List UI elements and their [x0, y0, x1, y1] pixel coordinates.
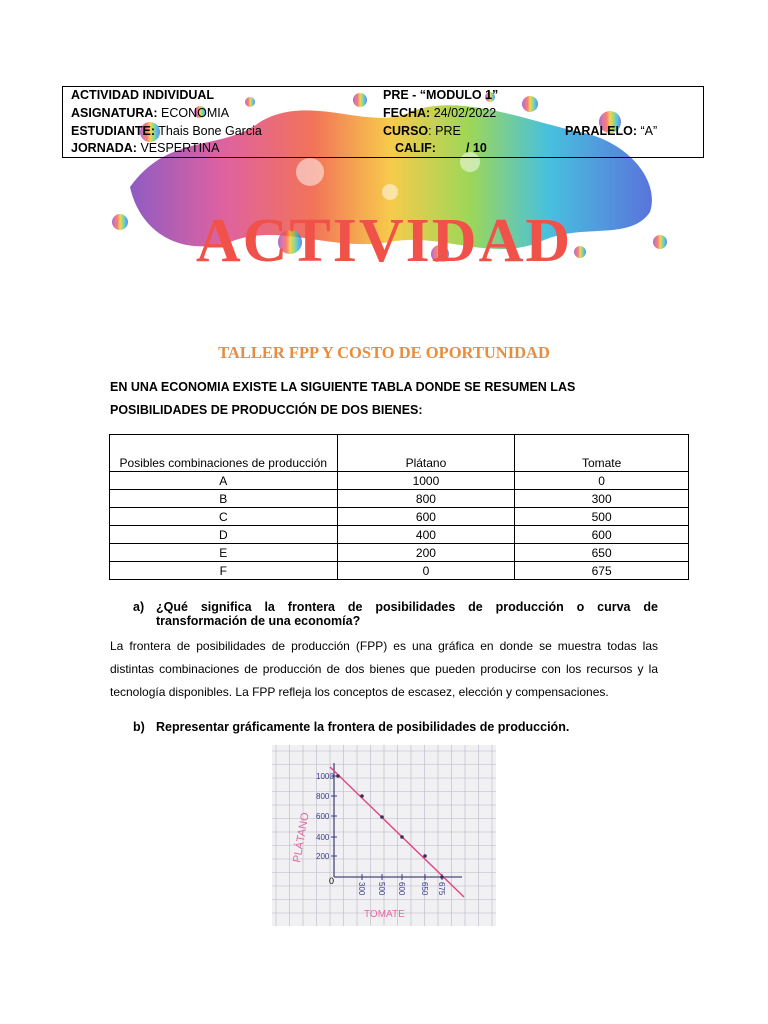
- y-tick-label: 1000: [316, 772, 334, 781]
- table-row: [110, 562, 689, 580]
- production-table: [109, 434, 689, 580]
- calif-field: CALIF: / 10: [395, 141, 487, 155]
- fpp-point: [360, 794, 364, 798]
- cell-combination: A: [110, 472, 338, 490]
- cell-tomate: 650: [515, 544, 689, 562]
- header-platano: Plátano: [337, 435, 515, 472]
- cell-platano: 0: [337, 562, 515, 580]
- y-tick-label: 200: [316, 852, 330, 861]
- worksheet-subtitle: TALLER FPP Y COSTO DE OPORTUNIDAD: [218, 343, 550, 362]
- question-b-text: Representar gráficamente la frontera de posibilidades de producción.: [156, 720, 570, 734]
- header-info-box: [62, 86, 704, 158]
- answer-a-paragraph: La frontera de posibilidades de producción (FPP) es una gráfica en donde se muestra todas las distintas combinaciones de producción de dos bienes que pueden producirse con los recursos y la tecnología disponibles. La FPP refleja los conceptos de escasez, elección y compensaciones.: [110, 639, 658, 699]
- table-row: [110, 508, 689, 526]
- y-tick-label: 600: [316, 812, 330, 821]
- cell-combination: B: [110, 490, 338, 508]
- fpp-point: [400, 835, 404, 839]
- header-combinations: Posibles combinaciones de producción: [110, 435, 338, 472]
- x-tick-label: 500: [377, 882, 386, 896]
- cell-platano: 200: [337, 544, 515, 562]
- fpp-point: [336, 774, 340, 778]
- hand-drawn-graph-photo: [272, 745, 496, 926]
- x-axis-label: TOMATE: [364, 909, 405, 920]
- asignatura-field: ASIGNATURA: ECONOMIA: [71, 106, 230, 120]
- cell-tomate: 500: [515, 508, 689, 526]
- fpp-point: [380, 815, 384, 819]
- cell-tomate: 600: [515, 526, 689, 544]
- x-tick-label: 675: [437, 882, 446, 896]
- pre-module-label: PRE - “MODULO 1”: [383, 88, 499, 102]
- curso-field: CURSO: PRE: [383, 124, 461, 138]
- fecha-field: FECHA: 24/02/2022: [383, 106, 497, 120]
- x-tick-label: 650: [420, 882, 429, 896]
- y-tick-label: 400: [316, 833, 330, 842]
- cell-platano: 800: [337, 490, 515, 508]
- table-row: [110, 544, 689, 562]
- cell-tomate: 0: [515, 472, 689, 490]
- estudiante-field: ESTUDIANTE: Thais Bone Garcia: [71, 124, 262, 138]
- header-tomate: Tomate: [515, 435, 689, 472]
- x-tick-label: 600: [397, 882, 406, 896]
- cell-platano: 1000: [337, 472, 515, 490]
- cell-platano: 400: [337, 526, 515, 544]
- cell-combination: D: [110, 526, 338, 544]
- cell-combination: C: [110, 508, 338, 526]
- y-axis-label: PLÁTANO: [291, 811, 312, 864]
- table-row: [110, 526, 689, 544]
- actividad-label: ACTIVIDAD INDIVIDUAL: [71, 88, 215, 102]
- fpp-point: [423, 854, 427, 858]
- question-b-letter: b): [133, 720, 145, 734]
- graph-drawing: [272, 745, 496, 926]
- cell-platano: 600: [337, 508, 515, 526]
- cell-combination: F: [110, 562, 338, 580]
- fpp-point: [440, 875, 444, 879]
- question-a-text: ¿Qué significa la frontera de posibilidades de producción o curva de transformación de una economía?: [156, 600, 658, 628]
- cell-tomate: 675: [515, 562, 689, 580]
- cell-tomate: 300: [515, 490, 689, 508]
- intro-paragraph: EN UNA ECONOMIA EXISTE LA SIGUIENTE TABLA DONDE SE RESUMEN LAS POSIBILIDADES DE PRODUCCIÓN DE DOS BIENES:: [110, 380, 576, 417]
- question-a-letter: a): [133, 600, 145, 614]
- origin-label: 0: [329, 876, 335, 886]
- banner-title: ACTIVIDAD: [195, 207, 573, 275]
- cell-combination: E: [110, 544, 338, 562]
- table-row: [110, 490, 689, 508]
- paralelo-field: PARALELO: “A”: [565, 124, 658, 138]
- y-tick-label: 800: [316, 792, 330, 801]
- jornada-field: JORNADA: VESPERTINA: [71, 141, 220, 155]
- table-row: [110, 472, 689, 490]
- x-tick-label: 300: [357, 882, 366, 896]
- table-header-row: [110, 435, 689, 472]
